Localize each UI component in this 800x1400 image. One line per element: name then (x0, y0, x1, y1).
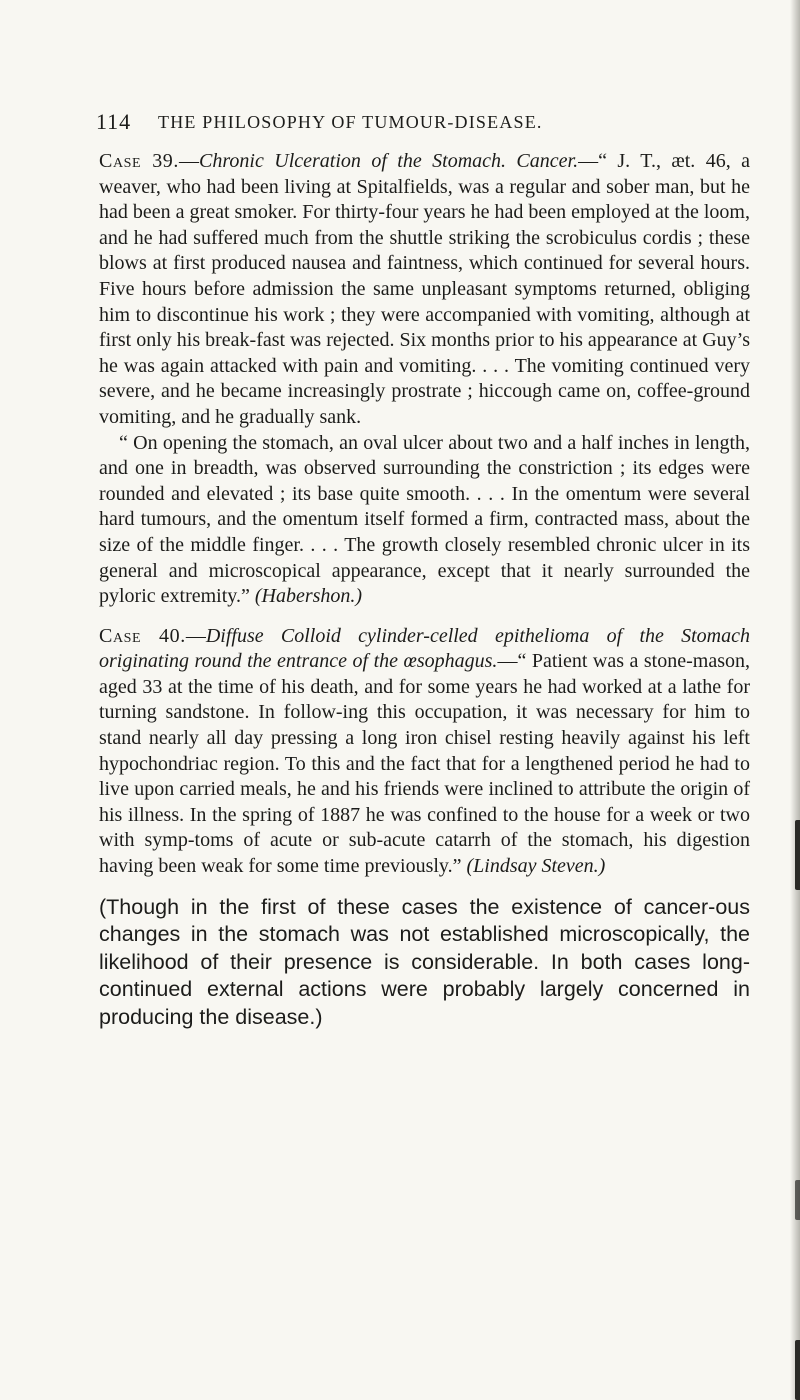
case-40-attribution: (Lindsay Steven.) (466, 855, 606, 878)
case-40-label: Case 40. (99, 624, 186, 647)
case-39-body-part1: “ J. T., æt. 46, a weaver, who had been living at Spitalfields, was a regular and sober man, but he had been a great smoker. For thirty-four years he had been employed at the loom, and he had suffered much from the shuttle striking the scrobiculus cordis ; these blows at first produced nausea and faintness, which continued for several hours. Five hours before admission the same unpleasant symptoms returned, obliging him to discontinue his work ; they were accompanied with vomiting, although at first only his break-fast was rejected. Six months prior to his appearance at Guy’s he was again attacked with pain and vomiting. . . . The vomiting continued very severe, and he became increasingly prostrate ; hiccough came on, coffee-ground vomiting, and he gradually sank. (99, 150, 751, 428)
case-39-body-part2-wrap (99, 431, 750, 610)
page-number: 114 (96, 109, 132, 134)
body-text (99, 149, 750, 1031)
case-40-title: Diffuse Colloid cylinder-celled epithelioma of the Stomach originating round the entrance of the œsophagus. (99, 624, 751, 673)
page-edge-mark (795, 820, 800, 890)
page-edge-mark (795, 1340, 800, 1400)
case-39-paragraph: Case 39.—Chronic Ulceration of the Stomach. Cancer.—“ J. T., æt. 46, a weaver, who had been living at Spitalfields, was a regular and sober man, but he had been a great smoker. For thirty-four years he had been employed at the loom, and he had suffered much from the shuttle striking the scrobiculus cordis ; these blows at first produced nausea and faintness, which continued for several hours. Five hours before admission the same unpleasant symptoms returned, obliging him to discontinue his work ; they were accompanied with vomiting, although at first only his break-fast was rejected. Six months prior to his appearance at Guy’s he was again attacked with pain and vomiting. . . . The vomiting continued very severe, and he became increasingly prostrate ; hiccough came on, coffee-ground vomiting, and he gradually sank. “ On opening the stomach, an oval ulcer about two and a half inches in length, and one in breadth, was observed surrounding the constriction ; its edges were rounded and elevated ; its base quite smooth. . . . In the omentum were several hard tumours, and the omentum itself formed a firm, contracted mass, about the size of the middle finger. . . . The growth closely resembled chronic ulcer in its general and microscopical appearance, except that it nearly surrounded the pyloric extremity.” (Habershon.) (99, 149, 750, 610)
case-39-attribution: (Habershon.) (254, 585, 363, 608)
case-40-body: “ Patient was a stone-mason, aged 33 at the time of his death, and for some years he had worked at a lathe for turning sandstone. In follow-ing this occupation, it was necessary for him to stand nearly all day pressing a long iron chisel resting heavily against his left hypochondriac region. To this and the fact that for a lengthened period he had to live upon carried meals, he and his friends were inclined to attribute the origin of his illness. In the spring of 1887 he was confined to the house for a week or two with symp-toms of acute or sub-acute catarrh of the stomach, his digestion having been weak for some time previously.” (99, 650, 750, 878)
running-head (96, 109, 736, 137)
editorial-comment: (Though in the first of these cases the existence of cancer-ous changes in the stomach was not established microscopically, the likelihood of their presence is considerable. In both cases long-continued external actions were probably largely concerned in producing the disease.) (99, 894, 750, 1029)
running-title: THE PHILOSOPHY OF TUMOUR-DISEASE. (158, 112, 543, 132)
page-edge-mark (795, 1180, 800, 1220)
case-39-body-part2: “ On opening the stomach, an oval ulcer about two and a half inches in length, and one in breadth, was observed surrounding the constriction ; its edges were rounded and elevated ; its base quite smooth. . . . In the omentum were several hard tumours, and the omentum itself formed a firm, contracted mass, about the size of the middle finger. . . . The growth closely resembled chronic ulcer in its general and microscopical appearance, except that it nearly surrounded the pyloric extremity.” (99, 431, 750, 608)
case-39-title: Chronic Ulceration of the Stomach. Cancer. (199, 150, 579, 172)
case-39-label: Case 39. (99, 150, 180, 172)
case-40-paragraph: Case 40.—Diffuse Colloid cylinder-celled epithelioma of the Stomach originating round the entrance of the œsophagus.—“ Patient was a stone-mason, aged 33 at the time of his death, and for some years he had worked at a lathe for turning sandstone. In follow-ing this occupation, it was necessary for him to stand nearly all day pressing a long iron chisel resting heavily against his left hypochondriac region. To this and the fact that for a lengthened period he had to live upon carried meals, he and his friends were inclined to attribute the origin of his illness. In the spring of 1887 he was confined to the house for a week or two with symp-toms of acute or sub-acute catarrh of the stomach, his digestion having been weak for some time previously.” (Lindsay Steven.) (99, 624, 751, 878)
